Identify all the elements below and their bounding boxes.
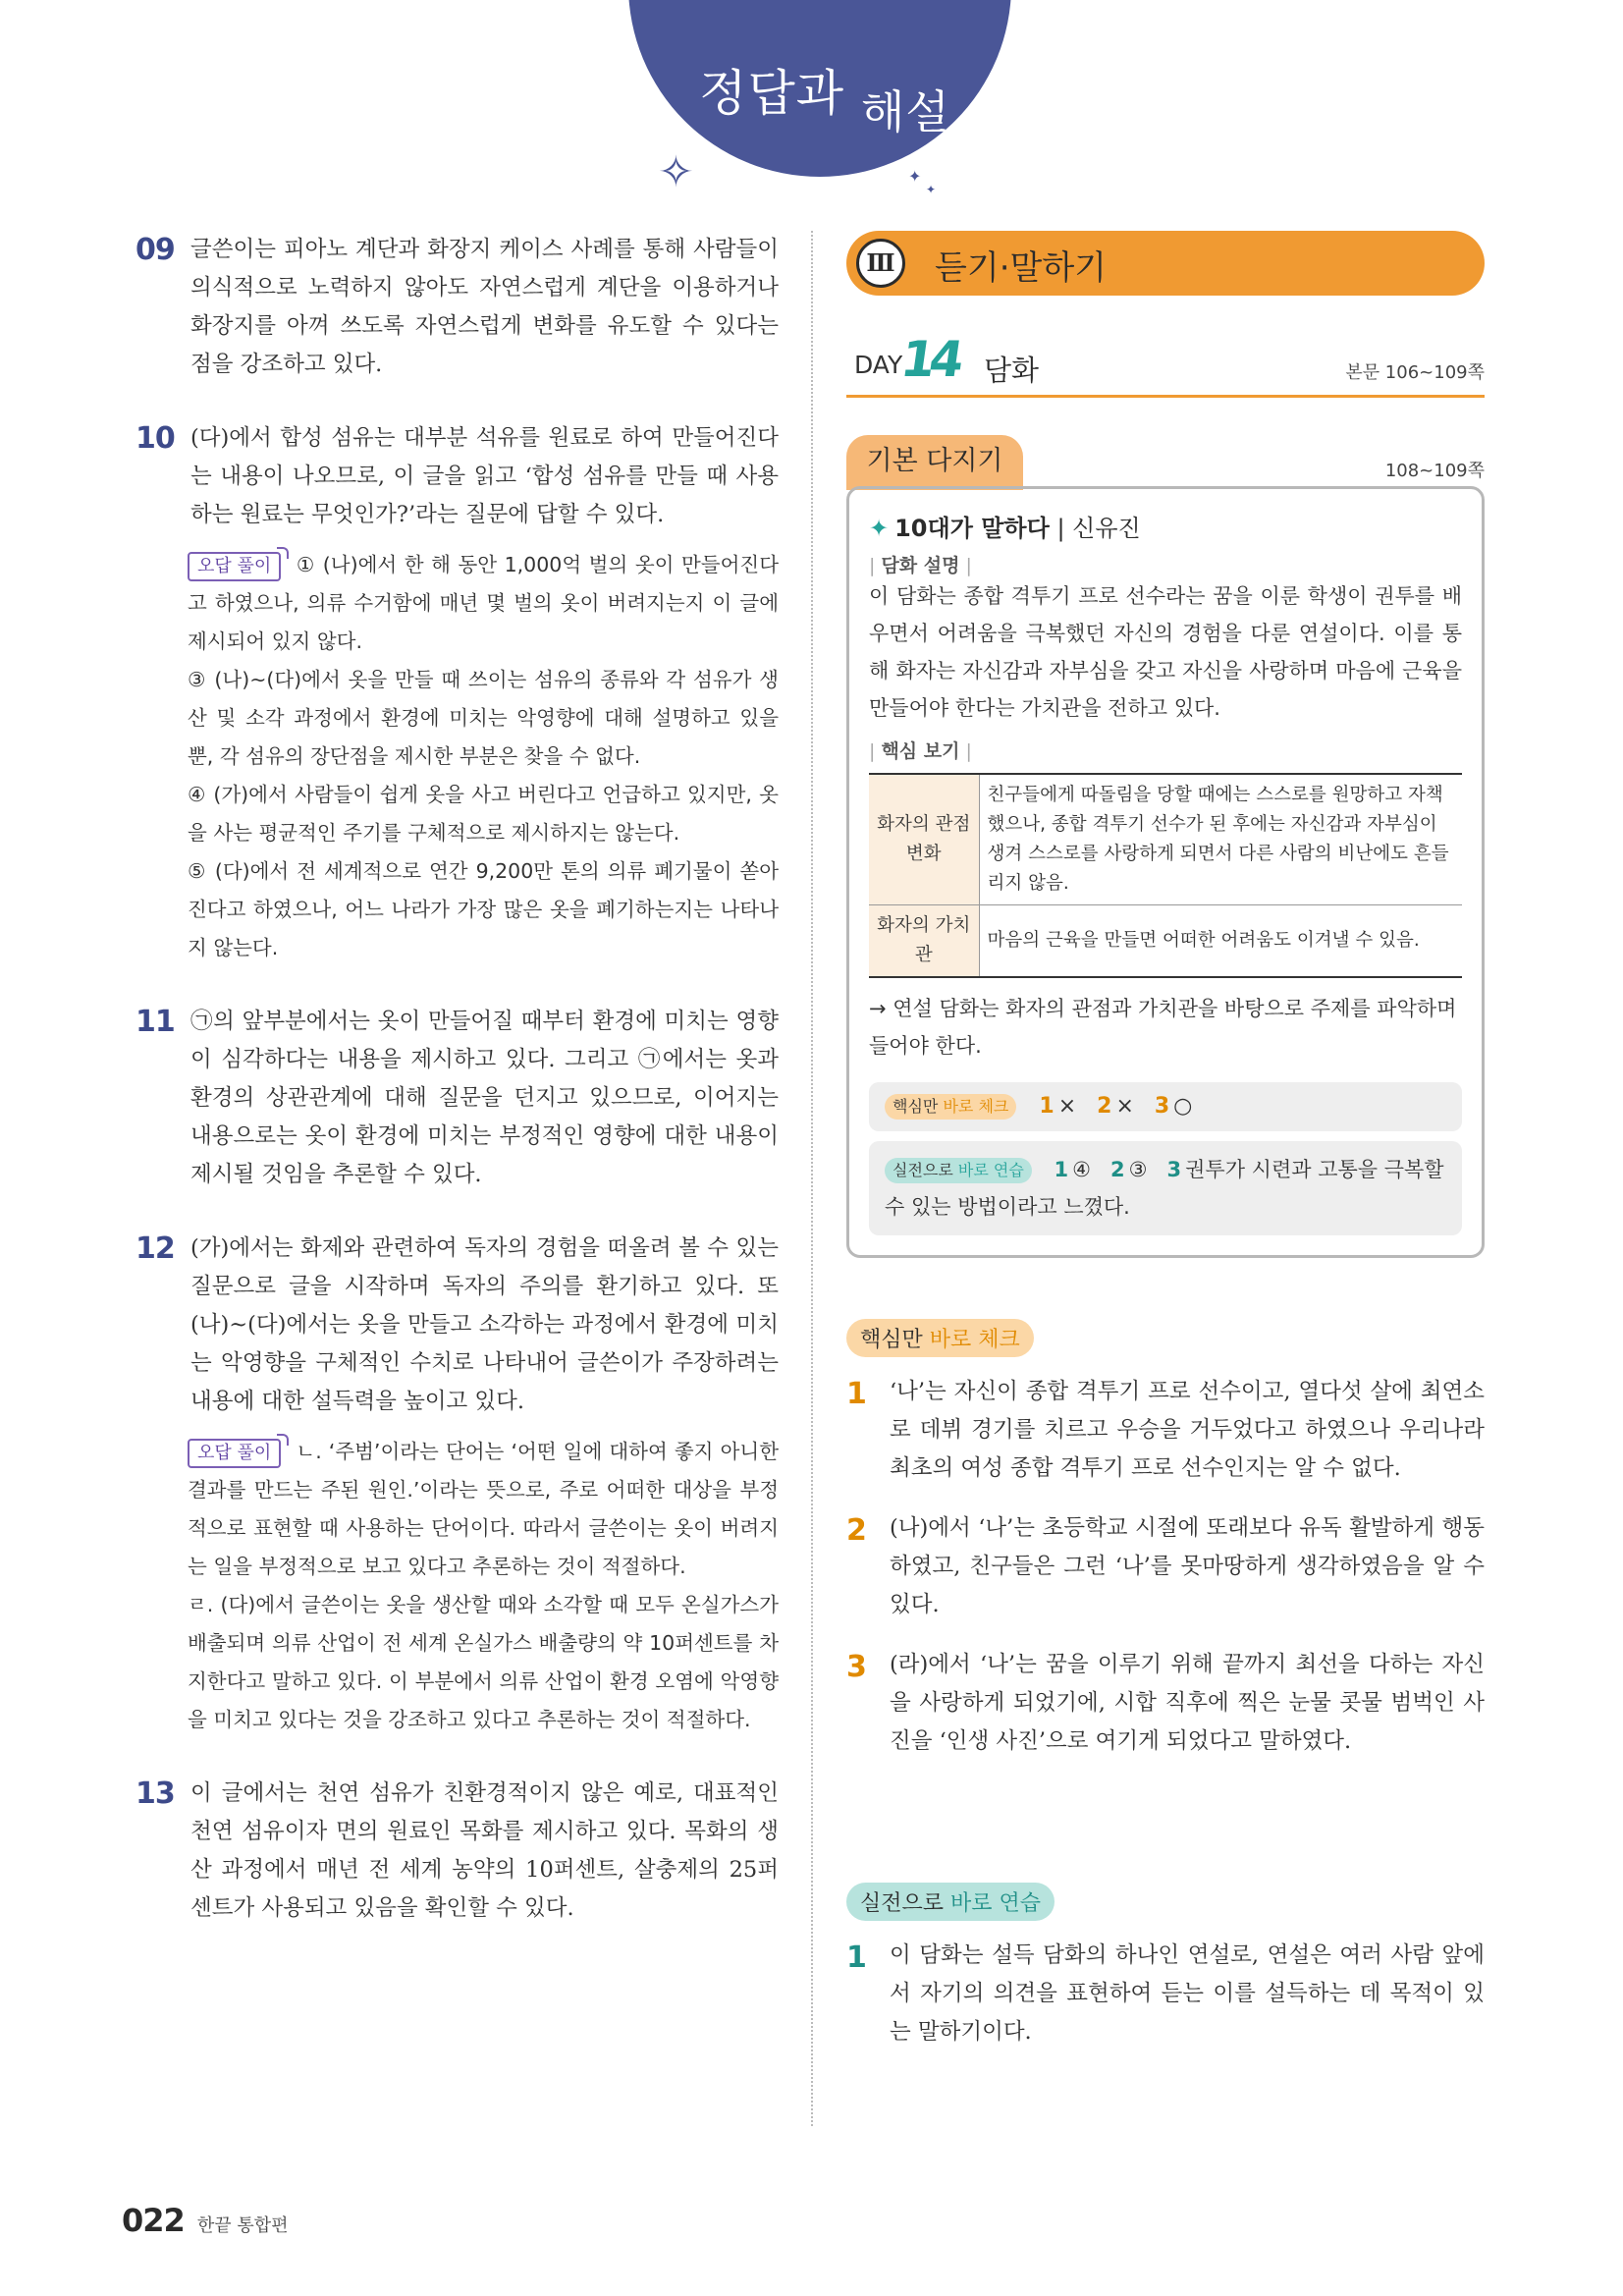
table-row — [869, 774, 1462, 905]
answer-number: 3 — [1154, 1094, 1170, 1119]
basic-box — [846, 486, 1485, 1258]
basic-pages: 108~109쪽 — [1384, 461, 1485, 481]
pill-text: 핵심만 — [893, 1097, 944, 1116]
header-title-sub: 해설 — [860, 85, 950, 138]
answer-text: 글쓴이는 피아노 계단과 화장지 케이스 사례를 통해 사람들이 의식적으로 노력하지 않아도 자연스럽게 계단을 이용하거나 화장지를 아껴 쓰도록 자연스럽게 변화를 유도할 수 있다는 점을 강조하고 있다. — [190, 237, 779, 377]
check-item — [846, 1646, 1485, 1761]
desc-heading-text: 담화 설명 — [881, 555, 960, 576]
item-text: ‘나’는 자신이 종합 격투기 프로 선수이고, 열다섯 살에 최연소로 데뷔 경기를 치르고 우승을 거두었다고 하였으나 우리나라 최초의 여성 종합 격투기 프로 선수인지는 알 수 없다. — [890, 1379, 1485, 1481]
practice-answer-strip — [869, 1141, 1462, 1235]
page-footer — [122, 2202, 289, 2239]
item-text: 이 담화는 설득 담화의 하나인 연설로, 연설은 여러 사람 앞에서 자기의 의견을 표현하여 듣는 이를 설득하는 데 목적이 있는 말하기이다. — [890, 1942, 1485, 2045]
wrong-answer-note — [188, 1433, 779, 1739]
check-item — [846, 1509, 1485, 1624]
star-icon: ✦ — [869, 515, 890, 542]
question-number: 13 — [135, 1777, 175, 1811]
pill-highlight: 바로 연습 — [957, 1161, 1024, 1179]
answer-number: 2 — [1097, 1094, 1112, 1119]
answer-number: 1 — [1054, 1158, 1069, 1181]
desc-heading: | 담화 설명 | — [869, 555, 972, 576]
day-pages: 본문 106~109쪽 — [1345, 362, 1485, 383]
section-title-text: 실전으로 — [860, 1891, 951, 1916]
note-line: ① (나)에서 한 해 동안 1,000억 벌의 옷이 만들어진다고 하였으나, 의류 수거함에 매년 몇 벌의 옷이 버려지는지 이 글에 제시되어 있지 않다. — [188, 553, 779, 653]
wrong-answer-badge: 오답 풀이 — [188, 1439, 281, 1468]
answer-value: ③ — [1128, 1158, 1148, 1181]
check-pill — [885, 1094, 1016, 1120]
question-number: 09 — [135, 233, 175, 267]
page-number: 022 — [122, 2202, 185, 2239]
day-topic: 담화 — [984, 354, 1040, 387]
answer-value: ○ — [1173, 1094, 1193, 1119]
table-header-cell: 화자의 가치관 — [869, 905, 979, 978]
practice-pill — [885, 1158, 1032, 1183]
item-number: 1 — [846, 1941, 867, 1975]
answer-text: (가)에서는 화제와 관련하여 독자의 경험을 떠올려 볼 수 있는 질문으로 글을 시작하며 독자의 주의를 환기하고 있다. 또 (나)~(다)에서는 옷을 만들고 소각하는 과정에서 환경에 미치는 악영향을 구체적인 수치로 나타내어 글쓴이가 주장하려는 내용에 대한 설득력을 높이고 있다. — [190, 1235, 779, 1414]
wrong-answer-note — [188, 546, 779, 967]
work-title: 10대가 말하다 — [894, 515, 1050, 542]
table-row — [869, 905, 1462, 978]
answer-item-12 — [135, 1230, 779, 1739]
note-line: ㄹ. (다)에서 글쓴이는 옷을 생산할 때와 소각할 때 모두 온실가스가 배출되며 의류 산업이 전 세계 온실가스 배출량의 약 10퍼센트를 차지한다고 말하고 있다. 이 부분에서 의류 산업이 환경 오염에 악영향을 미치고 있다는 것을 강조하고 있다고 추론하는 것이 적절하다. — [188, 1593, 779, 1731]
answer-text: 이 글에서는 천연 섬유가 친환경적이지 않은 예로, 대표적인 천연 섬유이자 면의 원료인 목화를 제시하고 있다. 목화의 생산 과정에서 매년 전 세계 농약의 10퍼센트, 살충제의 25퍼센트가 사용되고 있음을 확인할 수 있다. — [190, 1780, 779, 1921]
table-header-cell: 화자의 관점 변화 — [869, 774, 979, 905]
item-text: (라)에서 ‘나’는 꿈을 이루기 위해 끝까지 최선을 다하는 자신을 사랑하게 되었기에, 시합 직후에 찍은 눈물 콧물 범벅인 사진을 ‘인생 사진’으로 여기게 되었다고 말하였다. — [890, 1652, 1485, 1754]
item-number: 3 — [846, 1650, 867, 1684]
answer-number: 2 — [1110, 1158, 1125, 1181]
answer-number: 3 — [1166, 1158, 1182, 1181]
column-divider — [811, 231, 813, 2126]
answer-item-11 — [135, 1003, 779, 1194]
section-title-highlight: 바로 체크 — [929, 1328, 1020, 1352]
answer-value: ④ — [1072, 1158, 1091, 1181]
pill-text: 실전으로 — [893, 1161, 958, 1179]
unit-banner — [846, 231, 1485, 296]
day-label: DAY — [854, 351, 903, 379]
wrong-answer-badge: 오답 풀이 — [188, 552, 281, 581]
header-title-main: 정답과 — [699, 65, 845, 122]
item-text: (나)에서 ‘나’는 초등학교 시절에 또래보다 유독 활발하게 행동하였고, 친구들은 그런 ‘나’를 못마땅하게 생각하였음을 알 수 있다. — [890, 1515, 1485, 1617]
work-title-row — [869, 509, 1462, 543]
note-line: ⑤ (다)에서 전 세계적으로 연간 9,200만 톤의 의류 폐기물이 쏟아진다고 하였으나, 어느 나라가 가장 많은 옷을 폐기하는지는 나타나지 않는다. — [188, 859, 779, 959]
note-line: ④ (가)에서 사람들이 쉽게 옷을 사고 버린다고 언급하고 있지만, 옷을 사는 평균적인 주기를 구체적으로 제시하지는 않는다. — [188, 783, 779, 845]
section-title-highlight: 바로 연습 — [950, 1891, 1042, 1916]
core-heading-text: 핵심 보기 — [881, 740, 960, 762]
unit-number: Ⅲ — [856, 239, 905, 288]
practice-item — [846, 1937, 1485, 2051]
basic-tab-row — [846, 435, 1485, 486]
item-number: 1 — [846, 1377, 867, 1411]
work-author: | 신유진 — [1056, 515, 1141, 542]
desc-text: 이 담화는 종합 격투기 프로 선수라는 꿈을 이룬 학생이 권투를 배우면서 어려움을 극복했던 자신의 경험을 다룬 연설이다. 이를 통해 화자는 자신감과 자부심을 갖고 자신을 사랑하며 마음에 근육을 만들어야 한다는 가치관을 전하고 있다. — [869, 584, 1462, 720]
section-title-text: 핵심만 — [860, 1328, 930, 1352]
question-number: 11 — [135, 1005, 175, 1039]
sparkle-small-icon: ✦ — [908, 167, 922, 186]
day-number: 14 — [896, 331, 962, 388]
note-line: ③ (나)~(다)에서 옷을 만들 때 쓰이는 섬유의 종류와 각 섬유가 생산 및 소각 과정에서 환경에 미치는 악영향에 대해 설명하고 있을 뿐, 각 섬유의 장단점을 제시한 부분은 찾을 수 없다. — [188, 668, 779, 768]
check-answer-strip — [869, 1082, 1462, 1131]
day-header — [846, 331, 1485, 398]
answer-value: × — [1115, 1094, 1134, 1119]
answer-value: 권투가 시련과 고통을 극복할 수 있는 방법이라고 느꼈다. — [885, 1158, 1444, 1219]
left-column — [135, 231, 779, 1963]
answer-item-10 — [135, 419, 779, 967]
question-number: 12 — [135, 1231, 175, 1266]
table-cell: 친구들에게 따돌림을 당할 때에는 스스로를 원망하고 자책했으나, 종합 격투기 선수가 된 후에는 자신감과 자부심이 생겨 스스로를 사랑하게 되면서 다른 사람의 비난에도 흔들리지 않음. — [979, 774, 1462, 905]
item-number: 2 — [846, 1513, 867, 1548]
answer-text: (다)에서 합성 섬유는 대부분 석유를 원료로 하여 만들어진다는 내용이 나오므로, 이 글을 읽고 ‘합성 섬유를 만들 때 사용하는 원료는 무엇인가?’라는 질문에 답할 수 있다. — [190, 425, 779, 527]
unit-title: 듣기·말하기 — [935, 248, 1108, 288]
core-table — [869, 773, 1462, 978]
check-section-title — [846, 1319, 1034, 1357]
answer-text: ㉠의 앞부분에서는 옷이 만들어질 때부터 환경에 미치는 영향이 심각하다는 내용을 제시하고 있다. 그리고 ㉠에서는 옷과 환경의 상관관계에 대해 질문을 던지고 있으므로, 이어지는 내용으로는 옷이 환경에 미치는 부정적인 영향에 대한 내용이 제시될 것임을 추론할 수 있다. — [190, 1009, 779, 1187]
answer-value: × — [1057, 1094, 1077, 1119]
header-title — [687, 54, 962, 138]
right-column — [846, 231, 1485, 2065]
note-line: ㄴ. ‘주범’이라는 단어는 ‘어떤 일에 대하여 좋지 아니한 결과를 만드는 주된 원인.’이라는 뜻으로, 주로 어떠한 대상을 부정적으로 표현할 때 사용하는 단어이다. 따라서 글쓴이는 옷이 버려지는 일을 부정적으로 보고 있다고 추론하는 것이 적절하다. — [188, 1440, 779, 1578]
core-heading: | 핵심 보기 | — [869, 740, 972, 762]
practice-section-title — [846, 1883, 1055, 1921]
summary-line: → 연설 담화는 화자의 관점과 가치관을 바탕으로 주제를 파악하며 들어야 한다. — [869, 997, 1457, 1058]
answer-number: 1 — [1039, 1094, 1055, 1119]
answer-item-13 — [135, 1775, 779, 1928]
pill-highlight: 바로 체크 — [943, 1097, 1009, 1116]
book-title: 한끝 통합편 — [196, 2215, 289, 2236]
table-cell: 마음의 근육을 만들면 어떠한 어려움도 이겨낼 수 있음. — [979, 905, 1462, 978]
question-number: 10 — [135, 421, 175, 456]
sparkle-icon: ✧ — [658, 147, 694, 197]
basic-tab: 기본 다지기 — [846, 435, 1023, 490]
sparkle-small-icon: ✦ — [926, 183, 937, 196]
answer-item-09 — [135, 231, 779, 384]
check-item — [846, 1373, 1485, 1488]
